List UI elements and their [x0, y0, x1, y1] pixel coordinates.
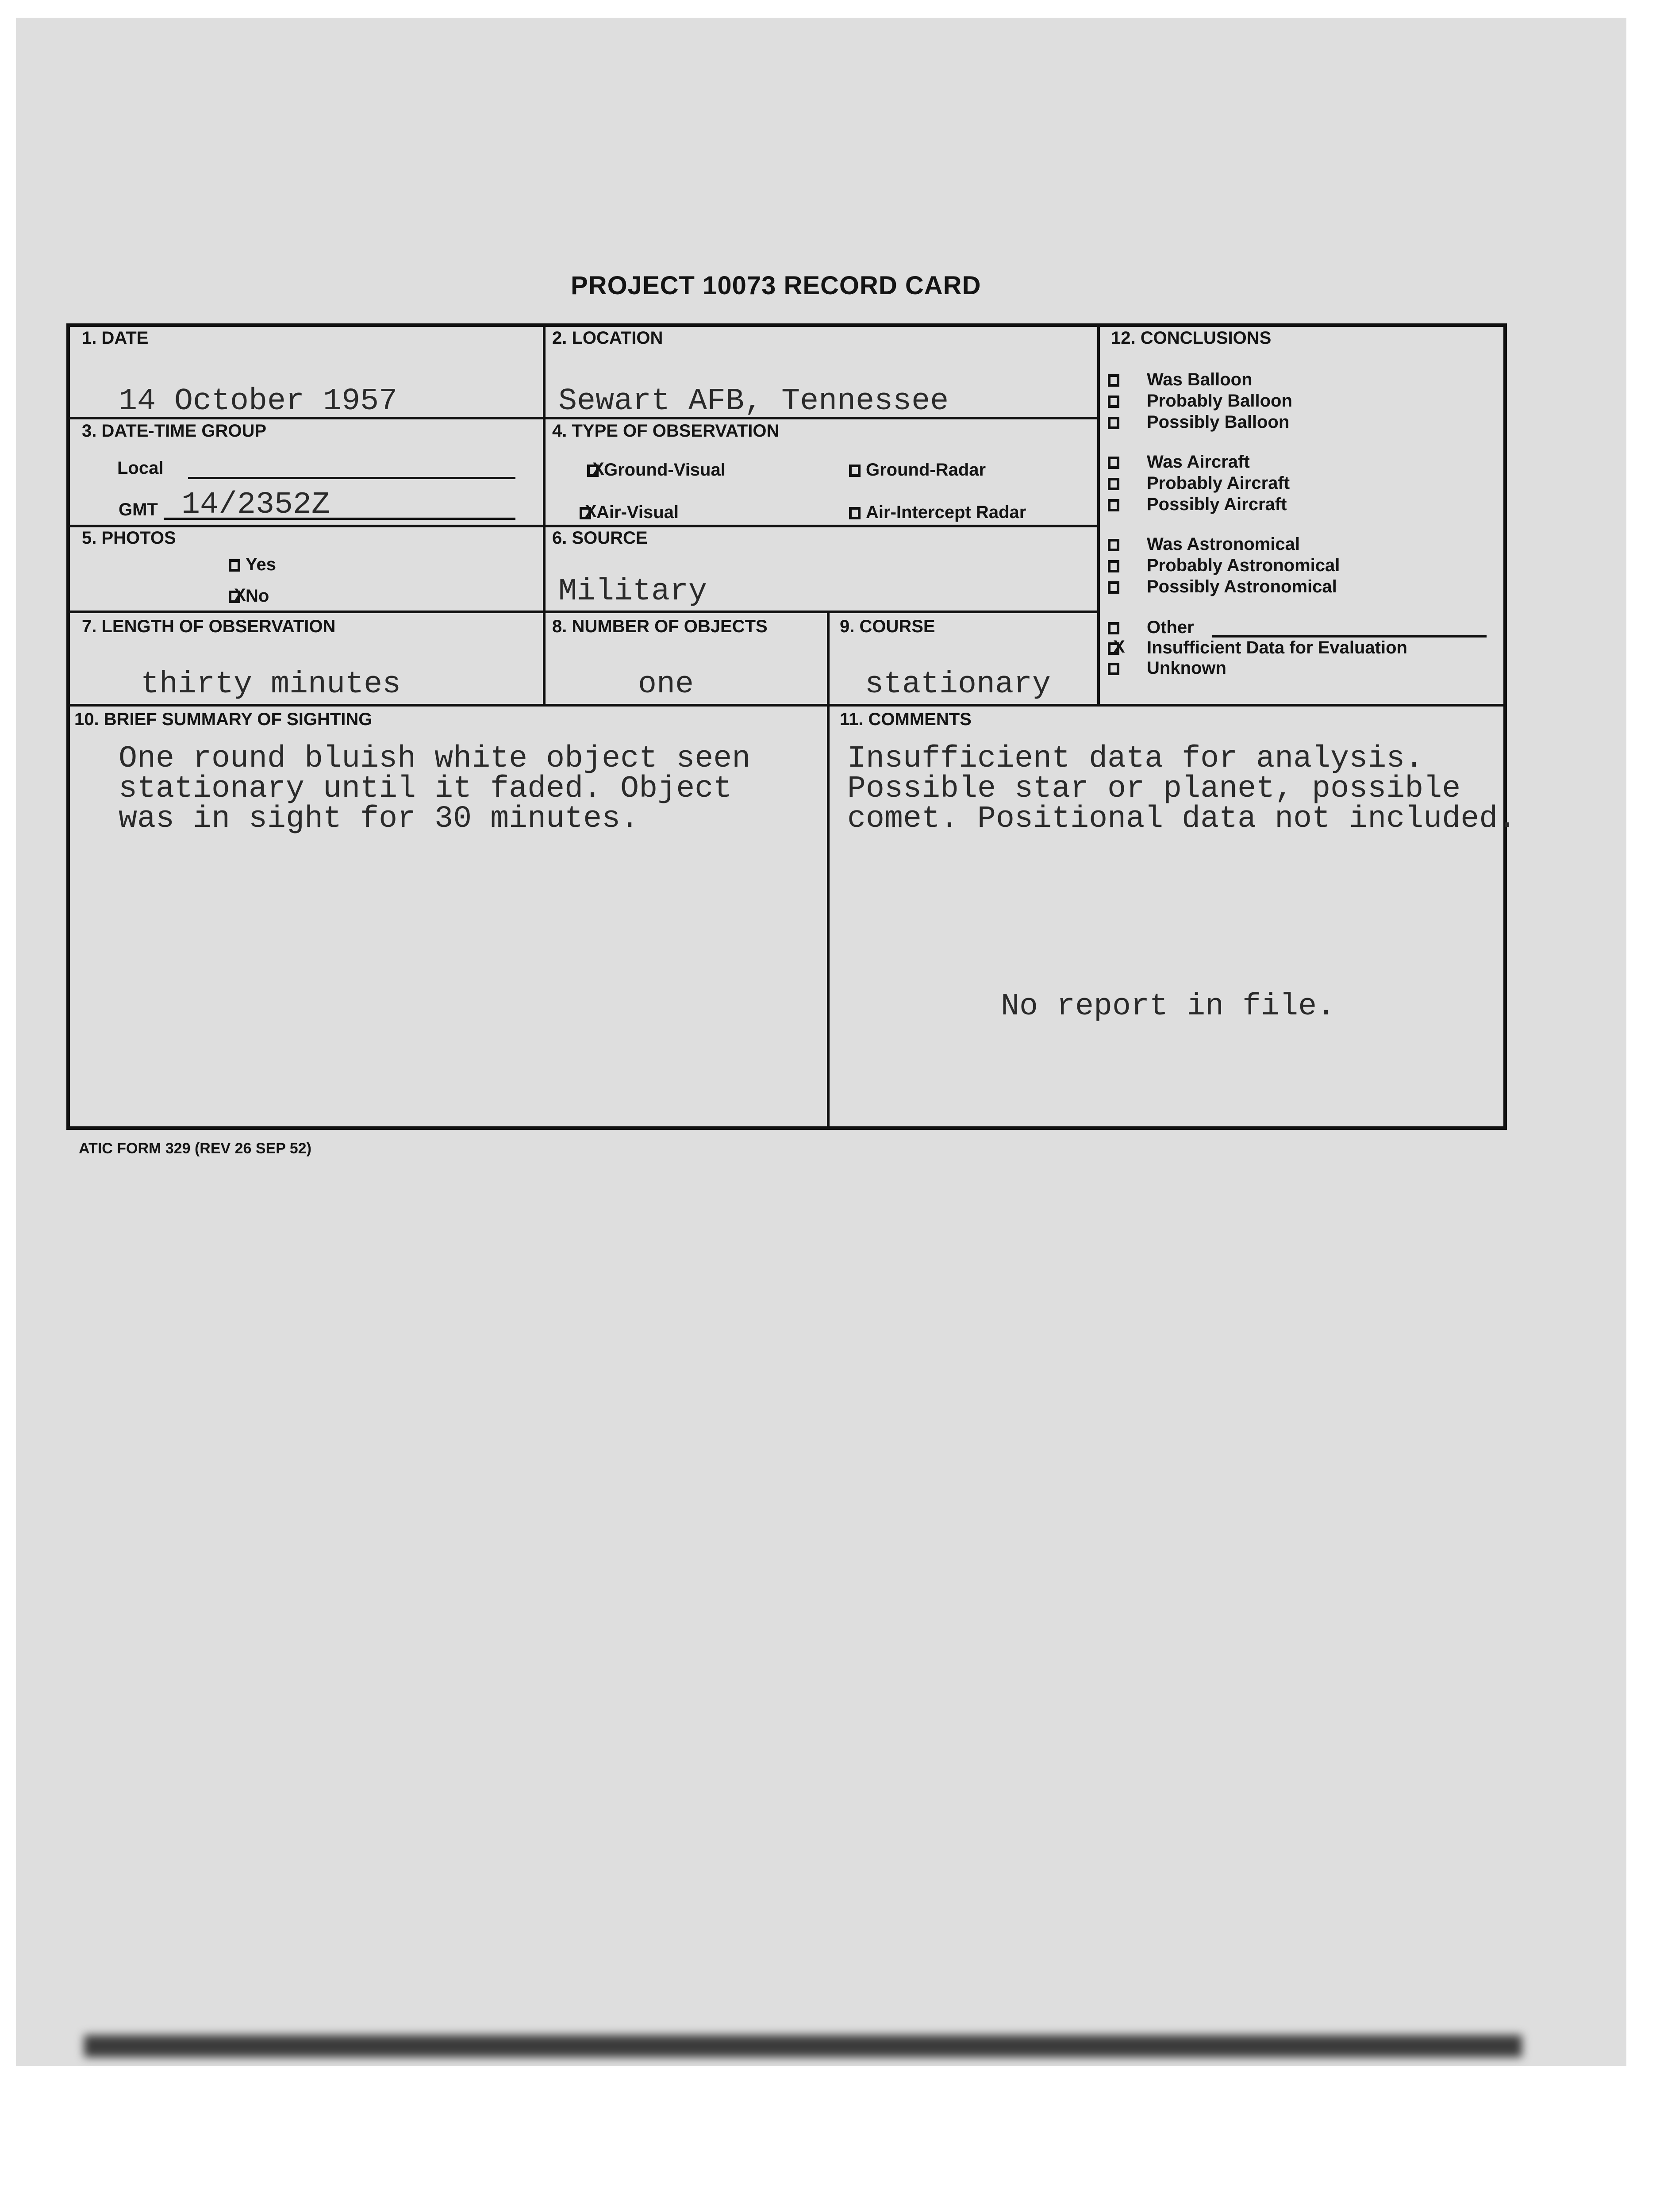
form-footer: ATIC FORM 329 (REV 26 SEP 52) [79, 1140, 311, 1157]
checkbox [229, 559, 240, 572]
option-air-visual: XAir-Visual [580, 503, 679, 522]
length-label: 7. LENGTH OF OBSERVATION [82, 617, 336, 636]
comments-line: Possible star or planet, possible [847, 772, 1461, 806]
checkbox [1108, 663, 1119, 675]
checkbox-checked [1108, 642, 1119, 655]
divider [66, 525, 1099, 527]
conclusion-item-other: Other [1108, 618, 1194, 637]
location-label: 2. LOCATION [552, 328, 663, 348]
gmt-label: GMT [119, 500, 158, 519]
photos-yes: Yes [229, 555, 276, 575]
checkbox [1108, 581, 1119, 594]
summary-line: One round bluish white object seen [119, 741, 751, 776]
conclusions-label: 12. CONCLUSIONS [1111, 328, 1272, 348]
checkbox [1108, 622, 1119, 634]
conclusion-item: Was Aircraft [1108, 452, 1250, 472]
gmt-value: 14/2352Z [181, 488, 330, 522]
checkbox [1108, 457, 1119, 469]
conclusion-item: Probably Balloon [1108, 391, 1292, 411]
observation-type-label: 4. TYPE OF OBSERVATION [552, 421, 780, 441]
conclusion-item: Probably Aircraft [1108, 473, 1290, 493]
conclusion-item: Possibly Balloon [1108, 412, 1289, 432]
date-label: 1. DATE [82, 328, 149, 348]
source-value: Military [558, 574, 707, 609]
other-field-line [1212, 635, 1487, 637]
divider [66, 704, 1507, 707]
conclusion-item-checked: XInsufficient Data for Evaluation [1108, 638, 1407, 658]
summary-line: was in sight for 30 minutes. [119, 802, 639, 837]
photos-no: XNo [229, 586, 269, 606]
summary-label: 10. BRIEF SUMMARY OF SIGHTING [74, 710, 373, 729]
comments-line: Insufficient data for analysis. [847, 741, 1424, 776]
option-ground-radar: Ground-Radar [849, 460, 986, 480]
number-value: one [638, 667, 694, 702]
summary-line: stationary until it faded. Object [119, 772, 732, 806]
local-field-line [188, 477, 515, 479]
conclusion-item: Unknown [1108, 658, 1226, 678]
checkbox [1108, 374, 1119, 387]
checkbox-checked [580, 507, 591, 519]
checkbox [1108, 539, 1119, 551]
conclusion-item: Possibly Astronomical [1108, 577, 1337, 597]
checkbox [1108, 499, 1119, 511]
conclusion-item: Possibly Aircraft [1108, 495, 1287, 515]
number-label: 8. NUMBER OF OBJECTS [552, 617, 768, 636]
checkbox [1108, 417, 1119, 429]
source-label: 6. SOURCE [552, 528, 648, 548]
course-value: stationary [865, 667, 1051, 702]
checkbox [1108, 396, 1119, 408]
paper-shadow [84, 2035, 1522, 2057]
date-value: 14 October 1957 [119, 384, 398, 419]
comments-line: comet. Positional data not included. [847, 802, 1517, 837]
checkbox [1108, 478, 1119, 490]
comments-label: 11. COMMENTS [840, 710, 972, 729]
divider [827, 611, 830, 1130]
course-label: 9. COURSE [840, 617, 935, 636]
local-label: Local [117, 458, 164, 478]
conclusion-item: Was Balloon [1108, 370, 1253, 390]
date-time-group-label: 3. DATE-TIME GROUP [82, 421, 267, 441]
comments-note: No report in file. [1001, 989, 1336, 1024]
option-air-intercept-radar: Air-Intercept Radar [849, 503, 1026, 522]
checkbox-checked [229, 591, 240, 603]
conclusion-item: Was Astronomical [1108, 534, 1300, 554]
checkbox-checked [587, 465, 599, 477]
conclusion-item: Probably Astronomical [1108, 556, 1340, 576]
divider [1097, 323, 1100, 704]
checkbox [849, 507, 861, 519]
option-ground-visual: XGround-Visual [587, 460, 726, 480]
length-value: thirty minutes [141, 667, 401, 702]
photos-label: 5. PHOTOS [82, 528, 176, 548]
checkbox [1108, 560, 1119, 572]
card-title: PROJECT 10073 RECORD CARD [571, 271, 981, 300]
divider [66, 611, 1099, 613]
location-value: Sewart AFB, Tennessee [558, 384, 949, 419]
divider [543, 323, 546, 704]
checkbox [849, 465, 861, 477]
